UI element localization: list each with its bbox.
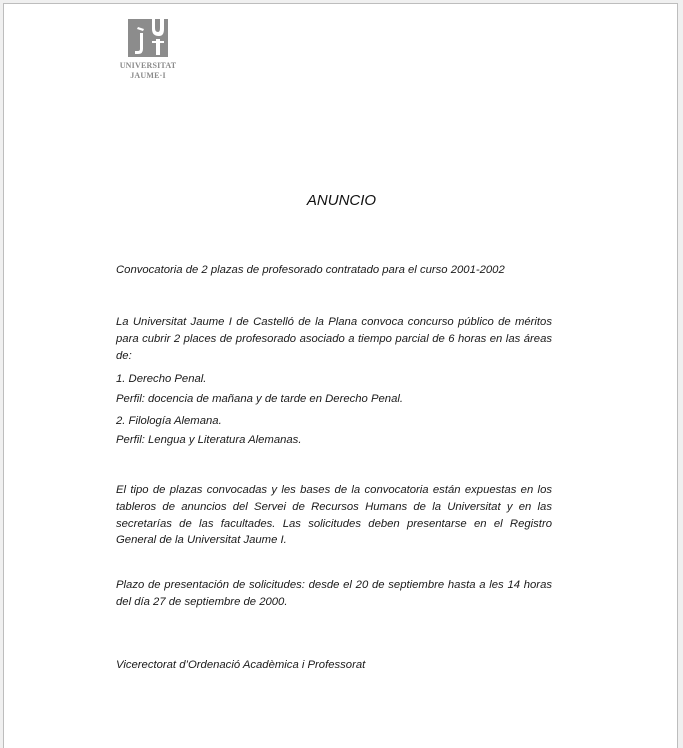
signature: Vicerectorat d’Ordenació Acadèmica i Professorat (116, 659, 366, 671)
document-title: ANUNCIO (306, 192, 377, 209)
logo-mark-icon (128, 19, 168, 57)
area-2-name: 2. Filología Alemana. (116, 415, 222, 427)
area-2-profile: Perfil: Lengua y Literatura Alemanas. (116, 434, 302, 446)
university-logo (117, 19, 179, 81)
intro-paragraph: La Universitat Jaume I de Castelló de la Plana convoca concurso público de méritos para cubrir 2 places de profesorado asociado a tiempo parcial de 6 horas en las áreas de: (116, 316, 552, 362)
logo-text-line2: JAUME·I (130, 71, 166, 80)
logo-text-line1: UNIVERSITAT (119, 61, 177, 70)
area-1-name: 1. Derecho Penal. (116, 373, 207, 385)
details-paragraph: El tipo de plazas convocadas y les bases de la convocatoria están expuestas en los tableros de anuncios del Servei de Recursos Humans de la Universitat y en las secretarías de las facultades. Las solicitudes deben presentarse en el Registro General de la Universitat Jaume I. (116, 484, 552, 547)
deadline-paragraph: Plazo de presentación de solicitudes: desde el 20 de septiembre hasta a les 14 horas del día 27 de septiembre de 2000. (116, 579, 552, 608)
document-page (3, 3, 678, 748)
area-1-profile: Perfil: docencia de mañana y de tarde en Derecho Penal. (116, 393, 403, 405)
subtitle: Convocatoria de 2 plazas de profesorado contratado para el curso 2001-2002 (116, 264, 505, 276)
